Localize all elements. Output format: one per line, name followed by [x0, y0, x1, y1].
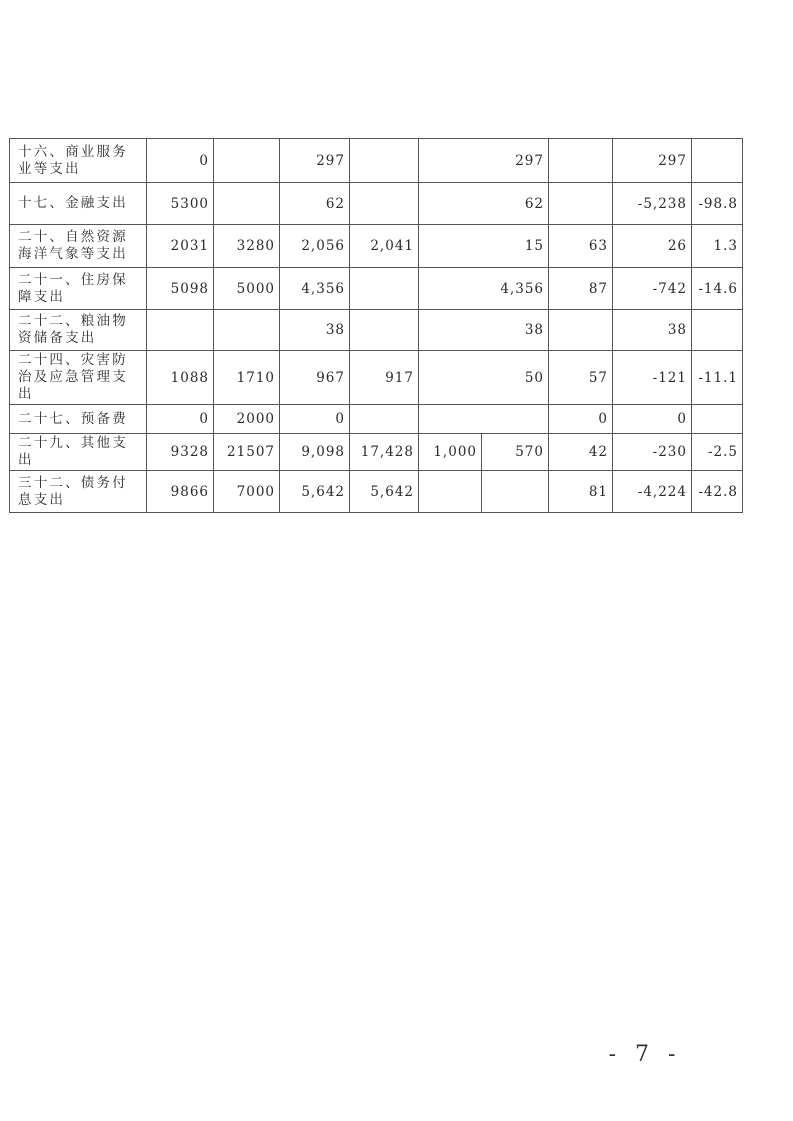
cell-value: [214, 310, 280, 351]
cell-value: -121: [613, 351, 692, 405]
cell-value: 62: [419, 183, 549, 225]
cell-value: 50: [419, 351, 549, 405]
cell-value: 5000: [214, 268, 280, 310]
table-row: [10, 434, 743, 471]
cell-value: 297: [419, 139, 549, 183]
cell-value: 967: [280, 351, 350, 405]
cell-value: [214, 183, 280, 225]
item-name: 十七、金融支出: [10, 183, 147, 225]
cell-value: 62: [280, 183, 350, 225]
cell-value: 38: [280, 310, 350, 351]
cell-value: -98.8: [692, 183, 743, 225]
cell-value: 81: [549, 471, 613, 513]
cell-value: 5,642: [350, 471, 419, 513]
table-row: [10, 405, 743, 434]
cell-value: 5300: [147, 183, 214, 225]
cell-value: [692, 139, 743, 183]
cell-value: 9866: [147, 471, 214, 513]
cell-value: 1710: [214, 351, 280, 405]
table-row: [10, 471, 743, 513]
cell-value: 2,041: [350, 225, 419, 268]
cell-value: 57: [549, 351, 613, 405]
cell-value: [549, 310, 613, 351]
cell-value: 297: [280, 139, 350, 183]
cell-value: 42: [549, 434, 613, 471]
cell-value: [147, 310, 214, 351]
cell-value: -230: [613, 434, 692, 471]
cell-value: 5098: [147, 268, 214, 310]
cell-value: [350, 183, 419, 225]
cell-value: 1.3: [692, 225, 743, 268]
cell-value: 0: [280, 405, 350, 434]
cell-value: 0: [147, 139, 214, 183]
cell-value: 1,000: [419, 434, 482, 471]
cell-value: 917: [350, 351, 419, 405]
cell-value: 2000: [214, 405, 280, 434]
cell-value: 3280: [214, 225, 280, 268]
item-name: 二十一、住房保障支出: [10, 268, 147, 310]
cell-value: 26: [613, 225, 692, 268]
item-name: 三十二、债务付息支出: [10, 471, 147, 513]
cell-value: 2,056: [280, 225, 350, 268]
cell-value: 21507: [214, 434, 280, 471]
cell-value: 38: [419, 310, 549, 351]
cell-value: 9,098: [280, 434, 350, 471]
cell-value: 0: [613, 405, 692, 434]
cell-value: 2031: [147, 225, 214, 268]
cell-value: 9328: [147, 434, 214, 471]
table-row: [10, 268, 743, 310]
table-row: [10, 183, 743, 225]
cell-value: 297: [613, 139, 692, 183]
table-row: [10, 139, 743, 183]
cell-value: -42.8: [692, 471, 743, 513]
cell-value: [692, 405, 743, 434]
cell-value: -14.6: [692, 268, 743, 310]
page-number: - 7 -: [608, 1042, 682, 1067]
cell-value: [350, 310, 419, 351]
cell-value: -4,224: [613, 471, 692, 513]
cell-value: 7000: [214, 471, 280, 513]
item-name: 二十四、灾害防治及应急管理支出: [10, 351, 147, 405]
cell-value: [214, 139, 280, 183]
item-name: 二十九、其他支出: [10, 434, 147, 471]
cell-value: -2.5: [692, 434, 743, 471]
cell-value: [419, 471, 482, 513]
cell-value: 63: [549, 225, 613, 268]
cell-value: [419, 405, 549, 434]
budget-table: [9, 138, 743, 513]
cell-value: [350, 268, 419, 310]
table-row: [10, 310, 743, 351]
cell-value: 5,642: [280, 471, 350, 513]
item-name: 二十二、粮油物资储备支出: [10, 310, 147, 351]
cell-value: 87: [549, 268, 613, 310]
table-row: [10, 351, 743, 405]
cell-value: 0: [147, 405, 214, 434]
item-name: 十六、商业服务业等支出: [10, 139, 147, 183]
item-name: 二十七、预备费: [10, 405, 147, 434]
cell-value: [549, 139, 613, 183]
cell-value: 1088: [147, 351, 214, 405]
cell-value: [482, 471, 549, 513]
cell-value: -742: [613, 268, 692, 310]
cell-value: 38: [613, 310, 692, 351]
table-row: [10, 225, 743, 268]
cell-value: [692, 310, 743, 351]
cell-value: 17,428: [350, 434, 419, 471]
cell-value: 15: [419, 225, 549, 268]
cell-value: [350, 139, 419, 183]
cell-value: -11.1: [692, 351, 743, 405]
cell-value: -5,238: [613, 183, 692, 225]
cell-value: 4,356: [280, 268, 350, 310]
cell-value: 0: [549, 405, 613, 434]
cell-value: 570: [482, 434, 549, 471]
cell-value: [350, 405, 419, 434]
cell-value: [549, 183, 613, 225]
item-name: 二十、自然资源海洋气象等支出: [10, 225, 147, 268]
cell-value: 4,356: [419, 268, 549, 310]
